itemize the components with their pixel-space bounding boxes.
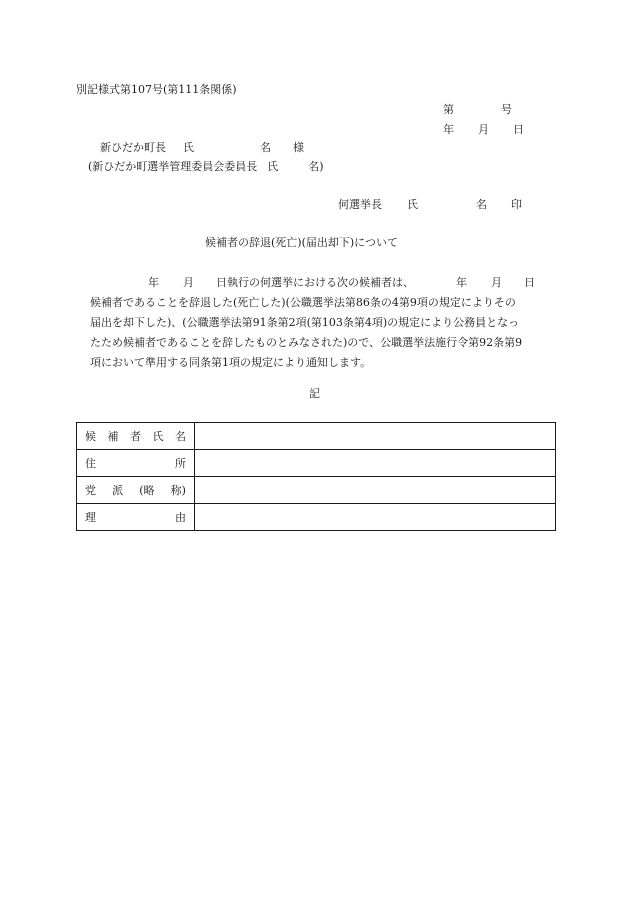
label-char: 称) <box>170 484 186 497</box>
body-election-text: 日執行の何選挙における次の候補者は、 <box>216 276 414 289</box>
body-line-4: たため候補者であることを辞したものとみなされた)ので、公職選挙法施行令第92条第9 <box>90 336 523 349</box>
sender-surname: 氏 <box>407 198 418 211</box>
label-candidate-name <box>77 423 195 450</box>
label-char: 補 <box>107 430 119 443</box>
sender-line <box>338 198 522 212</box>
addressee-alt-surname: 氏 <box>267 160 279 173</box>
label-char: 者 <box>130 430 141 443</box>
table-row <box>77 477 556 504</box>
doc-number-suffix: 号 <box>501 103 512 116</box>
table-row <box>77 504 556 531</box>
addressee-alt-title: (新ひだか町選挙管理委員会委員長 <box>88 160 258 173</box>
body-month-2: 月 <box>491 276 502 289</box>
label-char: 候 <box>85 430 96 443</box>
candidate-table <box>76 422 556 531</box>
document-number <box>443 103 512 117</box>
sender-title: 何選挙長 <box>338 198 382 211</box>
date-day: 日 <box>513 123 524 136</box>
addressee-given-name: 名 <box>260 141 271 154</box>
body-year: 年 <box>148 276 159 289</box>
addressee-alt-line <box>88 160 324 174</box>
body-day-2: 日 <box>524 276 535 289</box>
form-number: 別記様式第107号(第111条関係) <box>76 83 237 96</box>
addressee-surname: 氏 <box>183 141 194 154</box>
value-candidate-name[interactable] <box>195 423 556 450</box>
value-address[interactable] <box>195 450 556 477</box>
label-char: 理 <box>85 511 96 524</box>
seal-mark: 印 <box>511 198 522 211</box>
label-char: 氏 <box>152 430 164 443</box>
label-address <box>77 450 195 477</box>
date-month: 月 <box>478 123 489 136</box>
label-char: 住 <box>85 457 96 470</box>
table-row <box>77 423 556 450</box>
label-char: (略 <box>139 484 155 497</box>
label-char: 名 <box>175 430 186 443</box>
body-month: 月 <box>183 276 194 289</box>
body-year-2: 年 <box>456 276 467 289</box>
body-line-3: 届出を却下した)、(公職選挙法第91条第2項(第103条第4項)の規定により公務員となっ <box>90 316 520 329</box>
label-party <box>77 477 195 504</box>
value-party[interactable] <box>195 477 556 504</box>
addressee-honorific: 様 <box>293 141 304 154</box>
label-char: 由 <box>175 511 186 524</box>
addressee-alt-given-name: 名) <box>308 160 324 173</box>
addressee-title: 新ひだか町長 <box>100 141 166 154</box>
sender-given-name: 名 <box>476 198 487 211</box>
date-year: 年 <box>443 123 454 136</box>
body-line-1 <box>90 273 555 293</box>
document-date <box>443 123 524 137</box>
value-reason[interactable] <box>195 504 556 531</box>
label-char: 所 <box>175 457 186 470</box>
body-line-2: 候補者であることを辞退した(死亡した)(公職選挙法第86条の4第9項の規定によりその <box>90 296 516 309</box>
ki-heading: 記 <box>309 387 320 400</box>
body-line-5: 項において準用する同条第1項の規定により通知します。 <box>90 356 372 369</box>
body-text <box>90 273 555 373</box>
label-char: 党 <box>85 484 96 497</box>
addressee-line <box>100 141 304 155</box>
table-row <box>77 450 556 477</box>
label-reason <box>77 504 195 531</box>
label-char: 派 <box>112 484 124 497</box>
document-title: 候補者の辞退(死亡)(届出却下)について <box>205 236 398 249</box>
doc-number-prefix: 第 <box>443 103 454 116</box>
